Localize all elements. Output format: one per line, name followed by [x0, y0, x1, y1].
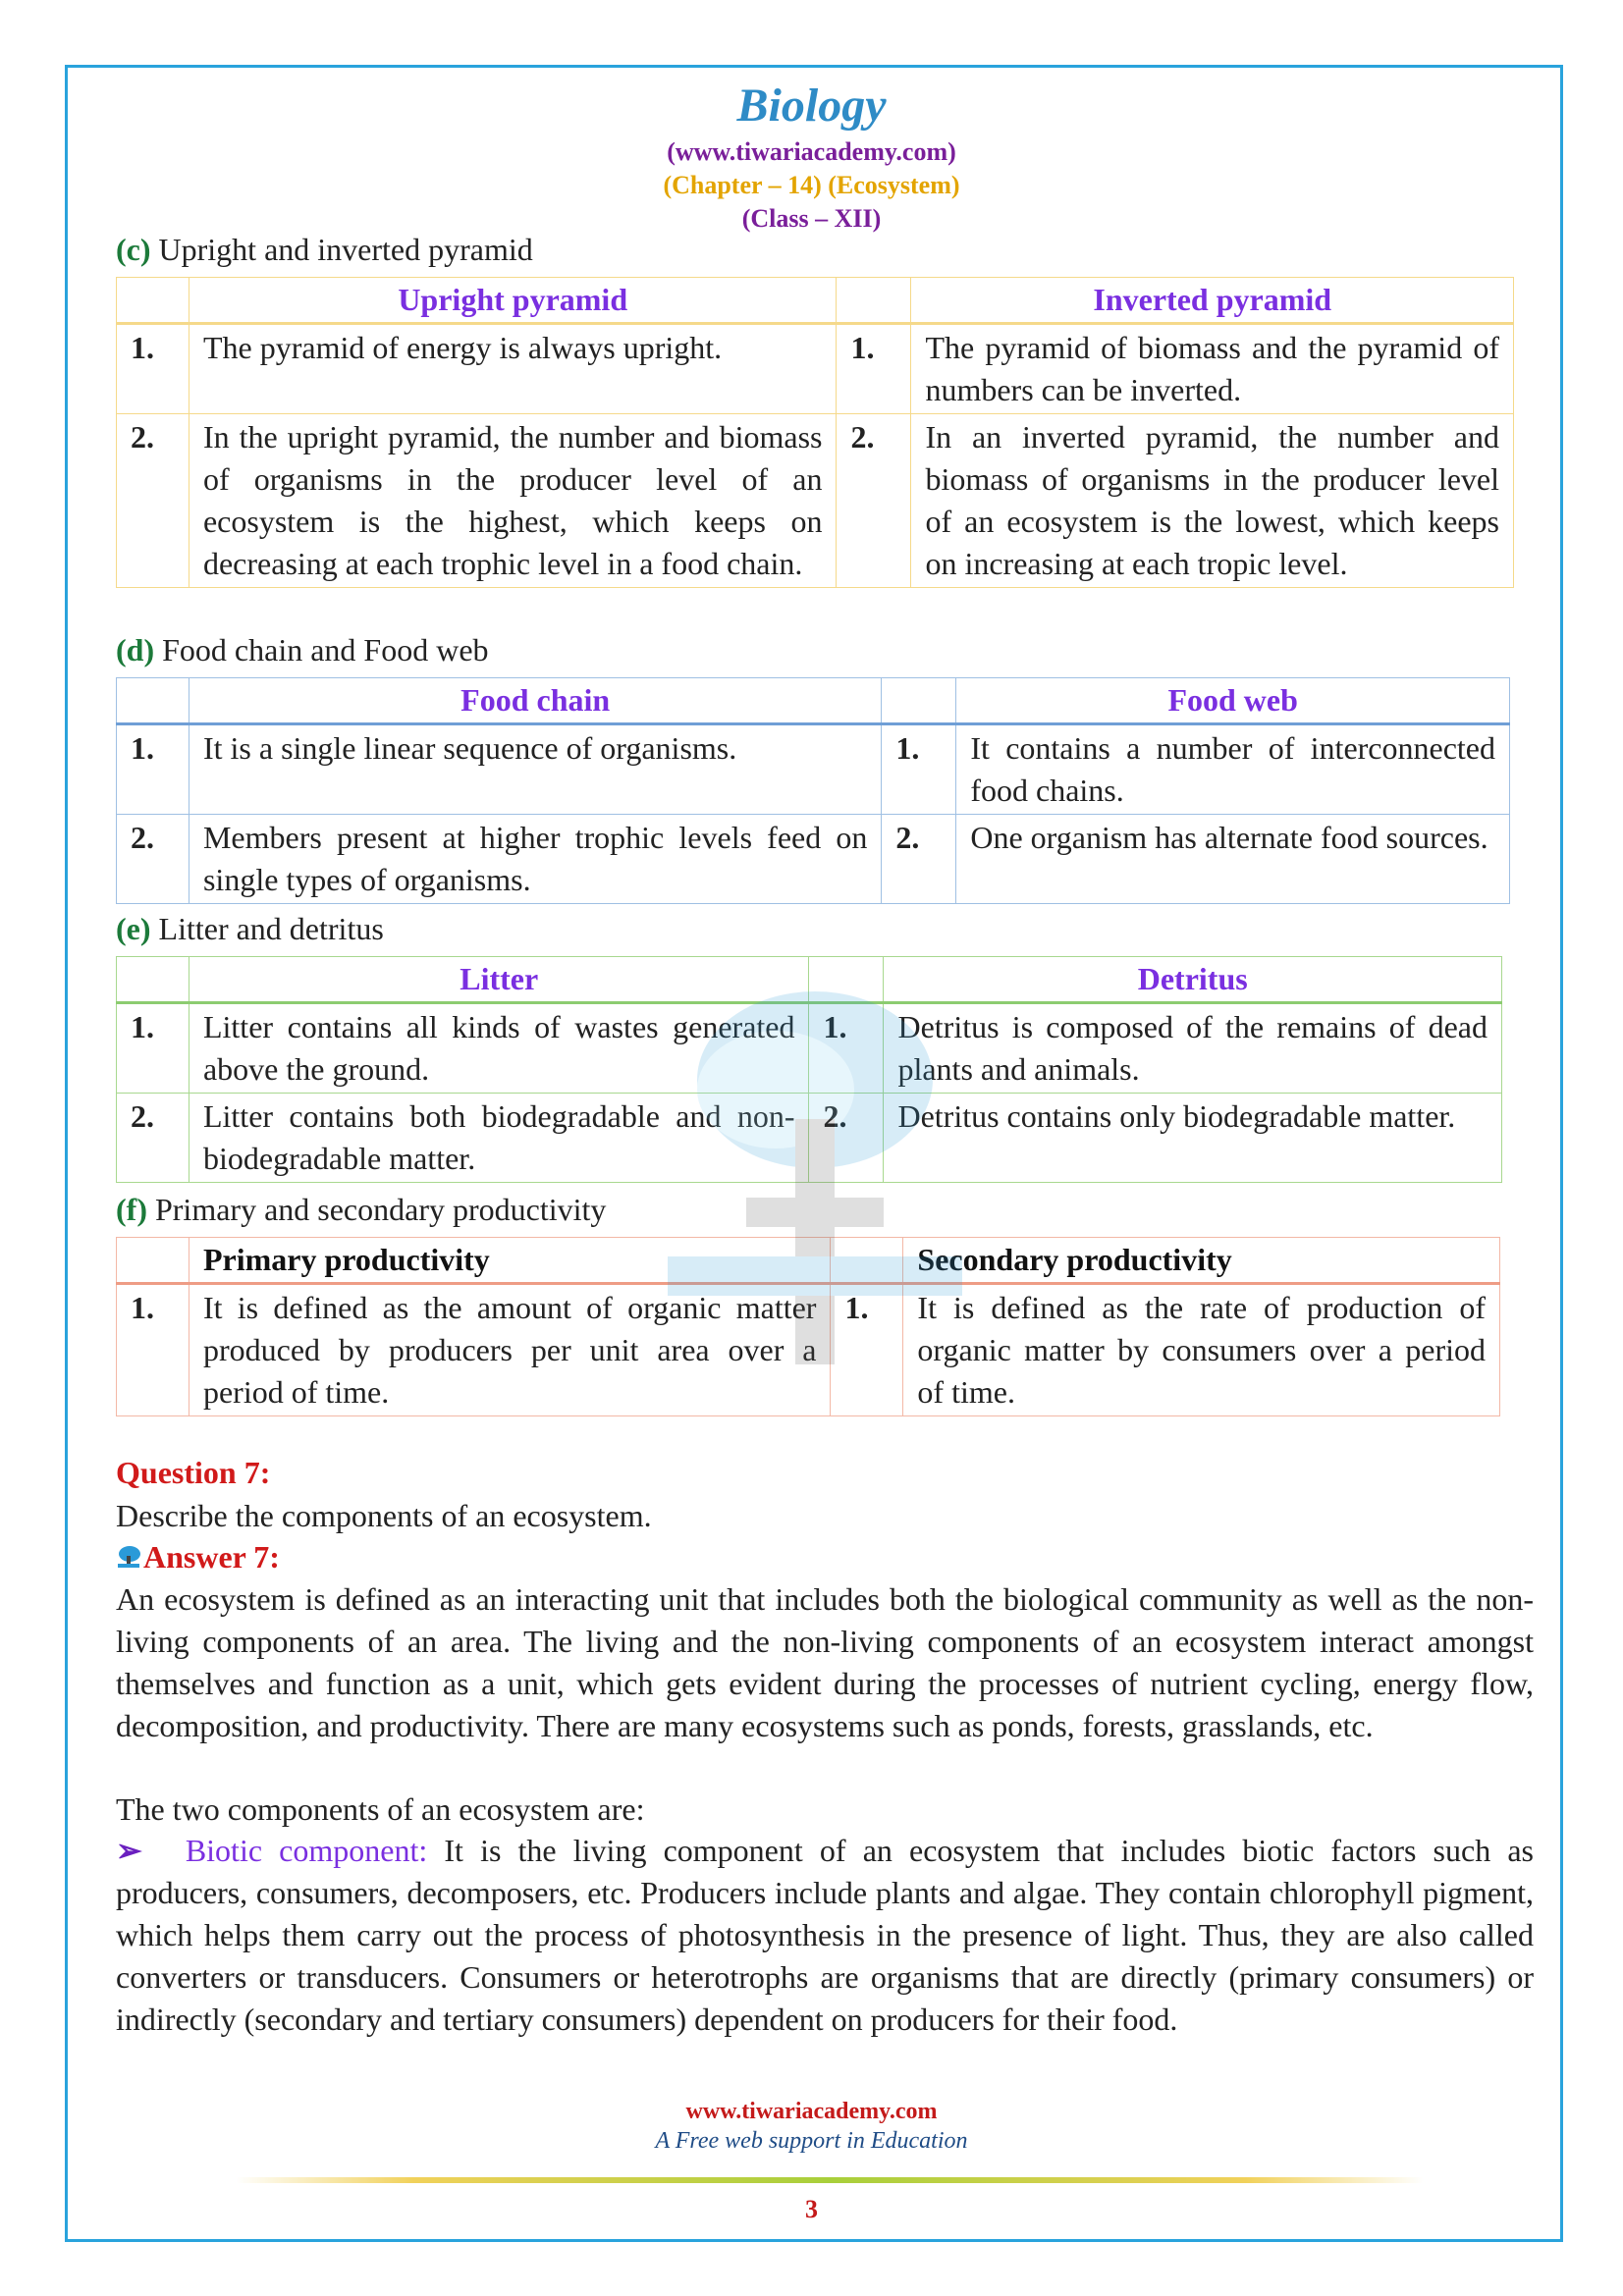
row-number: 1.: [117, 1284, 189, 1416]
answer-paragraph-1: An ecosystem is defined as an interacting unit that includes both the biological community as well as the non-living components of an area. The living and the non-living components of an ecosystem interact amongst themselves and function as a unit, which gets evident during the processes of nutrient cycling, energy flow, decomposition, and productivity. There are many ecosystems such as ponds, forests, grasslands, etc.: [116, 1581, 1534, 1743]
table-row: [117, 724, 1510, 815]
cell-right: It contains a number of interconnected food chains.: [956, 724, 1510, 815]
row-number: 1.: [117, 1003, 189, 1094]
col-header-left: Food chain: [189, 678, 881, 724]
table-row: [117, 1094, 1502, 1183]
page-number: 3: [805, 2195, 818, 2223]
col-header-left: Primary productivity: [189, 1238, 830, 1284]
row-number: 1.: [117, 324, 189, 414]
section-e-title: Litter and detritus: [158, 911, 384, 946]
cell-left: The pyramid of energy is always upright.: [189, 324, 837, 414]
col-header-right: Detritus: [884, 957, 1502, 1003]
table-upright-inverted: [116, 277, 1514, 588]
cell-right: In an inverted pyramid, the number and biomass of organisms in the producer level of an ecosystem is the lowest, which keeps on increasing at each tropic level.: [911, 414, 1514, 588]
table-header-row: [117, 1238, 1500, 1284]
section-f-heading: [116, 1192, 606, 1228]
footer-divider: [236, 2177, 1424, 2183]
table-row: [117, 1003, 1502, 1094]
cell-left: Litter contains both biodegradable and non-biodegradable matter.: [189, 1094, 809, 1183]
cell-left: Members present at higher trophic levels feed on single types of organisms.: [189, 815, 881, 904]
row-number: 1.: [809, 1003, 884, 1094]
cell-right: Detritus contains only biodegradable matter.: [884, 1094, 1502, 1183]
header-url[interactable]: (www.tiwariacademy.com): [667, 137, 956, 166]
section-f-title: Primary and secondary productivity: [154, 1192, 607, 1227]
question-title: Question 7:: [116, 1455, 271, 1490]
cell-right: The pyramid of biomass and the pyramid of numbers can be inverted.: [911, 324, 1514, 414]
table-header-row: [117, 278, 1514, 324]
row-number: 2.: [117, 815, 189, 904]
footer-tagline: A Free web support in Education: [655, 2128, 968, 2154]
biotic-component-paragraph: [116, 1830, 1534, 2041]
col-header-right: Secondary productivity: [903, 1238, 1500, 1284]
col-header-right: Inverted pyramid: [911, 278, 1514, 324]
row-number: 2.: [117, 414, 189, 588]
row-number: 1.: [882, 724, 956, 815]
answer-paragraph-2: The two components of an ecosystem are:: [116, 1791, 645, 1827]
table-productivity: [116, 1237, 1500, 1416]
cell-left: It is a single linear sequence of organisms.: [189, 724, 881, 815]
row-number: 1.: [837, 324, 911, 414]
section-f-letter: (f): [116, 1192, 147, 1227]
biotic-component-label: Biotic component:: [185, 1833, 428, 1868]
section-d-heading: [116, 632, 489, 668]
table-row: [117, 324, 1514, 414]
col-header-right: Food web: [956, 678, 1510, 724]
section-e-letter: (e): [116, 911, 151, 946]
header-class: (Class – XII): [741, 204, 882, 233]
cell-right: It is defined as the rate of production of organic matter by consumers over a period of time.: [903, 1284, 1500, 1416]
page-title: Biology: [736, 80, 887, 132]
question-text: Describe the components of an ecosystem.: [116, 1498, 652, 1533]
cell-left: It is defined as the amount of organic matter produced by producers per unit area over a period of time.: [189, 1284, 830, 1416]
table-litter-detritus: [116, 956, 1502, 1183]
section-c-title: Upright and inverted pyramid: [158, 232, 533, 267]
footer-url[interactable]: www.tiwariacademy.com: [685, 2099, 938, 2124]
answer-heading: [116, 1539, 280, 1575]
row-number: 2.: [809, 1094, 884, 1183]
row-number: 2.: [117, 1094, 189, 1183]
cell-right: One organism has alternate food sources.: [956, 815, 1510, 904]
table-row: [117, 815, 1510, 904]
tiwari-logo-icon: [116, 1544, 141, 1570]
section-d-letter: (d): [116, 632, 155, 667]
row-number: 2.: [882, 815, 956, 904]
section-c-heading: [116, 232, 533, 268]
section-d-title: Food chain and Food web: [162, 632, 489, 667]
section-e-heading: [116, 911, 384, 947]
section-c-letter: (c): [116, 232, 151, 267]
table-header-row: [117, 678, 1510, 724]
arrow-bullet-icon: ➢: [116, 1833, 142, 1868]
table-header-row: [117, 957, 1502, 1003]
cell-left: In the upright pyramid, the number and biomass of organisms in the producer level of an ecosystem is the highest, which keeps on decreasing at each trophic level in a food chain.: [189, 414, 837, 588]
biotic-component-text: It is the living component of an ecosystem that includes biotic factors such as producers, consumers, decomposers, etc. Producers include plants and algae. They contain chlorophyll pigment, which helps them carry out the process of photosynthesis in the presence of light. Thus, they are also called converters or transducers. Consumers or heterotrophs are organisms that are directly (primary consumers) or indirectly (secondary and tertiary consumers) dependent on producers for their food.: [116, 1833, 1535, 2037]
cell-left: Litter contains all kinds of wastes generated above the ground.: [189, 1003, 809, 1094]
table-row: [117, 414, 1514, 588]
col-header-left: Upright pyramid: [189, 278, 837, 324]
cell-right: Detritus is composed of the remains of dead plants and animals.: [884, 1003, 1502, 1094]
row-number: 2.: [837, 414, 911, 588]
row-number: 1.: [117, 724, 189, 815]
table-row: [117, 1284, 1500, 1416]
header-chapter: (Chapter – 14) (Ecosystem): [663, 171, 960, 199]
col-header-left: Litter: [189, 957, 809, 1003]
row-number: 1.: [831, 1284, 903, 1416]
answer-title: Answer 7:: [143, 1539, 280, 1575]
table-foodchain-foodweb: [116, 677, 1510, 904]
